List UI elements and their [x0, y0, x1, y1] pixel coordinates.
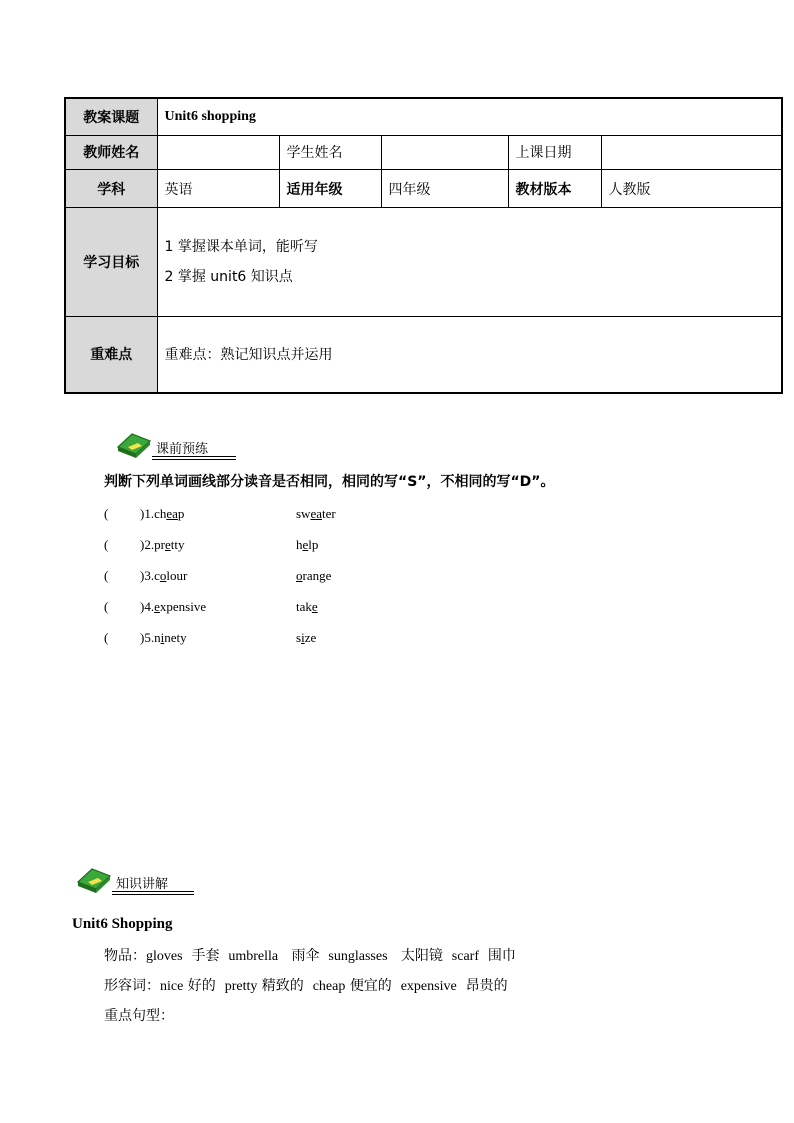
exercise-word-2	[296, 630, 316, 646]
vocab-word: sunglasses	[328, 949, 388, 964]
knowledge-section-heading	[74, 866, 196, 896]
exercise-number: )3.	[140, 568, 155, 583]
vocab-meaning: 太阳镜	[400, 948, 443, 964]
word-part: lp	[308, 537, 319, 552]
table-row	[65, 316, 782, 393]
word-part: tak	[296, 599, 312, 614]
lesson-info-table	[64, 97, 783, 394]
word-part: xpensive	[159, 599, 207, 614]
word-part: pr	[154, 537, 165, 552]
exercise-word-1	[140, 506, 184, 522]
word-part: lour	[166, 568, 188, 583]
underlined-letters: e	[154, 599, 160, 614]
vocab-meaning: 好的	[187, 978, 216, 994]
vocab-word: scarf	[451, 949, 479, 964]
underlined-letters: i	[160, 630, 165, 645]
vocab-word: nice	[160, 979, 184, 994]
answer-blank-open[interactable]: (	[104, 506, 109, 521]
exercise-word-2	[296, 506, 336, 522]
underlined-letters: o	[296, 568, 303, 583]
subject-value: 英语	[157, 169, 279, 207]
word-part: p	[177, 506, 185, 521]
table-row	[65, 208, 782, 317]
exercise-number: )2.	[140, 537, 155, 552]
topic-value: Unit6 shopping	[157, 98, 782, 135]
table-row	[65, 169, 782, 207]
vocab-adjectives-label: 形容词：	[104, 978, 160, 994]
answer-blank-open[interactable]: (	[104, 599, 109, 614]
student-label: 学生姓名	[279, 135, 381, 169]
word-part: tty	[170, 537, 185, 552]
teacher-value	[157, 135, 279, 169]
grade-value: 四年级	[381, 169, 508, 207]
exercise-word-1	[140, 568, 187, 584]
topic-label: 教案课题	[65, 98, 157, 135]
goal-line: 1 掌握课本单词，能听写	[164, 239, 318, 256]
vocab-word: expensive	[400, 979, 457, 994]
vocab-items-label: 物品：	[104, 948, 146, 964]
book-icon	[114, 431, 154, 461]
vocab-adjectives-line	[104, 975, 508, 995]
goals-value	[157, 208, 782, 317]
underlined-letters: ea	[310, 506, 322, 521]
date-value	[601, 135, 782, 169]
word-part: sw	[296, 506, 311, 521]
underlined-letters: e	[164, 537, 171, 552]
heading-rule	[152, 459, 236, 460]
teacher-label: 教师姓名	[65, 135, 157, 169]
word-part: ter	[322, 506, 336, 521]
exercise-word-2	[296, 599, 318, 615]
exercise-word-1	[140, 599, 206, 615]
edition-label: 教材版本	[508, 169, 601, 207]
vocab-word: umbrella	[228, 949, 279, 964]
exercise-word-2	[296, 537, 318, 553]
underlined-letters: i	[301, 630, 305, 645]
underlined-letters: e	[302, 537, 309, 552]
edition-value: 人教版	[601, 169, 782, 207]
vocab-meaning: 便宜的	[349, 978, 392, 994]
heading-rule	[112, 891, 194, 892]
word-part: n	[154, 630, 161, 645]
vocab-word: gloves	[146, 949, 183, 964]
underlined-letters: ea	[166, 506, 178, 521]
grade-label: 适用年级	[279, 169, 381, 207]
answer-blank-open[interactable]: (	[104, 537, 109, 552]
student-value	[381, 135, 508, 169]
heading-rule	[112, 894, 194, 895]
goals-label: 学习目标	[65, 208, 157, 317]
difficulty-label: 重难点	[65, 316, 157, 393]
underlined-letters: o	[159, 568, 167, 583]
heading-rule	[152, 456, 236, 457]
book-icon	[74, 866, 114, 896]
vocab-meaning: 昂贵的	[465, 978, 508, 994]
subject-label: 学科	[65, 169, 157, 207]
preview-section-heading	[114, 431, 236, 461]
exercise-number: )4.	[140, 599, 155, 614]
vocab-meaning: 手套	[191, 948, 220, 964]
exercise-word-2	[296, 568, 331, 584]
goal-line: 2 掌握 unit6 知识点	[164, 269, 293, 286]
date-label: 上课日期	[508, 135, 601, 169]
vocab-items-line	[104, 945, 516, 965]
exercise-word-1	[140, 630, 187, 646]
word-part: c	[154, 568, 160, 583]
vocab-word: pretty	[224, 979, 258, 994]
exercise-number: )5.	[140, 630, 155, 645]
word-part: h	[296, 537, 303, 552]
vocab-meaning: 精致的	[261, 978, 304, 994]
preview-instruction: 判断下列单词画线部分读音是否相同，相同的写“S”，不相同的写“D”。	[104, 474, 555, 490]
knowledge-title: Unit6 Shopping	[72, 916, 173, 932]
vocab-word: cheap	[312, 979, 346, 994]
knowledge-heading-text: 知识讲解	[116, 877, 169, 892]
exercise-number: )1.	[140, 506, 155, 521]
word-part: nety	[164, 630, 187, 645]
difficulty-value: 重难点：熟记知识点并运用	[157, 316, 782, 393]
key-sentences-label: 重点句型：	[104, 1008, 174, 1024]
vocab-meaning: 雨伞	[291, 948, 320, 964]
word-part: range	[302, 568, 332, 583]
preview-heading-text: 课前预练	[156, 442, 209, 457]
table-row	[65, 135, 782, 169]
word-part: ze	[304, 630, 317, 645]
underlined-letters: e	[311, 599, 318, 614]
word-part: s	[296, 630, 302, 645]
answer-blank-open[interactable]: (	[104, 568, 109, 583]
vocab-meaning: 围巾	[487, 948, 516, 964]
word-part: ch	[154, 506, 167, 521]
answer-blank-open[interactable]: (	[104, 630, 109, 645]
table-row	[65, 98, 782, 135]
exercise-word-1	[140, 537, 184, 553]
